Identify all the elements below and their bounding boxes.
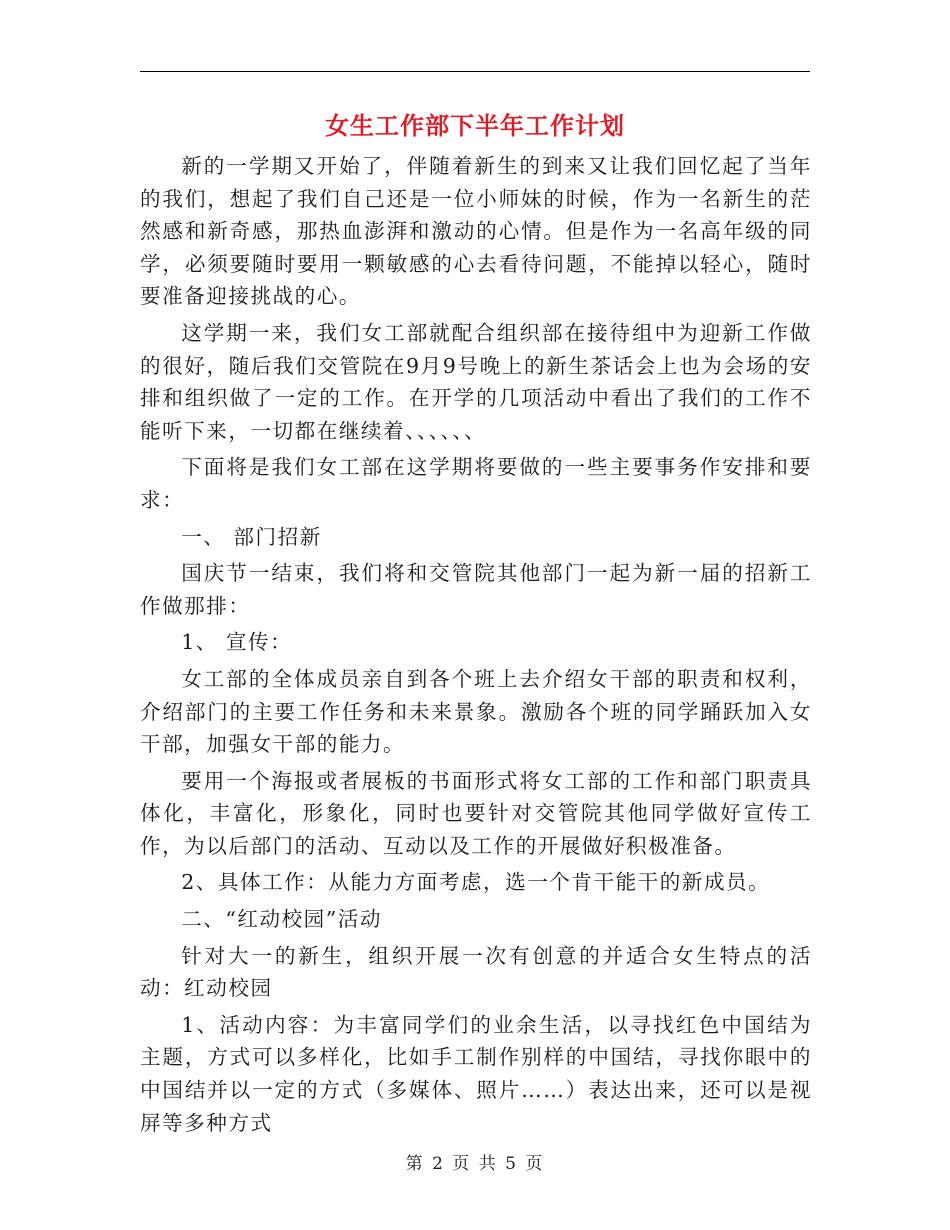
- paragraph-specific-work: 2、具体工作：从能力方面考虑，选一个肯干能干的新成员。: [181, 870, 771, 895]
- paragraph-intro: 新的一学期又开始了，伴随着新生的到来又让我们回忆起了当年的我们，想起了我们自己还是一位小师妹的时候，作为一名新生的茫然感和新奇感，那热血澎湃和激动的心情。但是作为一名高年级的同学，必须要随时要用一颗敏感的心去看待问题，不能掉以轻心，随时要准备迎接挑战的心。: [140, 154, 812, 309]
- paragraph-publicity-poster: 要用一个海报或者展板的书面形式将女工部的工作和部门职责具体化，丰富化，形象化，同时也要针对交管院其他同学做好宣传工作，为以后部门的活动、互动以及工作的开展做好积极准备。: [140, 768, 812, 858]
- paragraph-semester-review: 这学期一来，我们女工部就配合组织部在接待组中为迎新工作做的很好，随后我们交管院在9月9号晚上的新生茶话会上也为会场的安排和组织做了一定的工作。在开学的几项活动中看出了我们的工作不能听下来，一切都在继续着、、、、、、: [140, 320, 812, 443]
- paragraph-recruitment: 国庆节一结束，我们将和交管院其他部门一起为新一届的招新工作做那排：: [140, 561, 812, 618]
- paragraph-publicity-classes: 女工部的全体成员亲自到各个班上去介绍女干部的职责和权利，介绍部门的主要工作任务和未来景象。激励各个班的同学踊跃加入女干部，加强女干部的能力。: [140, 666, 812, 757]
- paragraph-activity-content: 1、活动内容：为丰富同学们的业余生活，以寻找红色中国结为主题，方式可以多样化，比如手工制作别样的中国结，寻找你眼中的中国结并以一定的方式（多媒体、照片……）表达出来，还可以是视屏等多种方式: [140, 1012, 812, 1135]
- paragraph-plan-intro: 下面将是我们女工部在这学期将要做的一些主要事务作安排和要求：: [140, 455, 812, 512]
- document-title: 女生工作部下半年工作计划: [325, 111, 625, 140]
- subheading-publicity: 1、 宣传：: [181, 630, 293, 655]
- header-rule: [140, 71, 810, 72]
- paragraph-red-campus: 针对大一的新生，组织开展一次有创意的并适合女生特点的活动：红动校园: [140, 943, 812, 1001]
- section-heading-red-campus: 二、“红动校园”活动: [181, 907, 382, 932]
- section-heading-recruitment: 一、 部门招新: [181, 524, 322, 549]
- page-number-footer: 第 2 页 共 5 页: [405, 1154, 545, 1174]
- document-body: [140, 150, 812, 1139]
